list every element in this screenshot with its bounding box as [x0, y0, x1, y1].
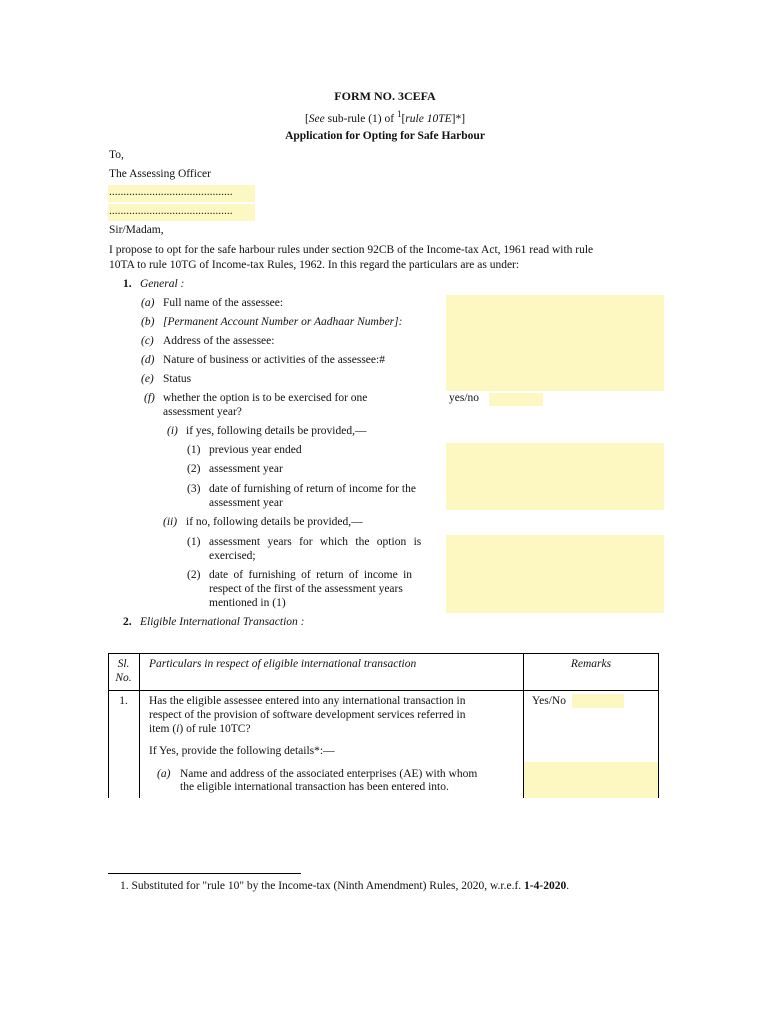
intro-line-1: I propose to opt for the safe harbour rules under section 92CB of the Income-tax Act, 1961 read with rule: [109, 244, 594, 256]
item-f-label: (f): [144, 392, 155, 404]
item-ii1-text-2: exercised;: [209, 550, 256, 562]
item-c-text: Address of the assessee:: [163, 335, 275, 347]
item-d-text: Nature of business or activities of the assessee:#: [163, 354, 385, 366]
item-c-label: (c): [141, 335, 154, 347]
if-no-fields[interactable]: [446, 535, 664, 613]
section-2-title: Eligible International Transaction :: [140, 616, 305, 628]
item-e-label: (e): [141, 373, 154, 385]
item-a-label: (a): [141, 297, 155, 309]
item-i1-text: previous year ended: [209, 444, 302, 456]
form-subrule: [See sub-rule (1) of $^1$[rule 10TE]*]: [304, 109, 466, 125]
footnote-rule: [108, 873, 301, 874]
item-i-label: (i): [167, 425, 178, 437]
dots-1: ...........................................: [109, 186, 233, 198]
row-1-if-yes: If Yes, provide the following details*:—: [149, 745, 335, 757]
form-title: FORM NO. 3CEFA: [334, 89, 436, 103]
item-ii2-text-3: mentioned in (1): [209, 597, 286, 609]
item-b-text: [Permanent Account Number or Aadhaar Number]:: [163, 316, 403, 328]
item-ii2-text-1: date of furnishing of return of income in: [209, 569, 413, 581]
row-1-line-1: Has the eligible assessee entered into any international transaction in: [149, 695, 466, 707]
item-i1-label: (1): [187, 444, 201, 456]
footnote-text: 1. Substituted for "rule 10" by the Income-tax (Ninth Amendment) Rules, 2020, w.r.e.f. 1-4-2020.: [120, 880, 570, 892]
item-f-text-2: assessment year?: [163, 406, 242, 418]
item-i2-label: (2): [187, 463, 201, 475]
item-d-label: (d): [141, 354, 155, 366]
row-1-answer-label: Yes/No: [532, 695, 566, 707]
header-sl-1: Sl.: [117, 658, 130, 670]
row-1-yes-no-field[interactable]: [572, 694, 624, 708]
item-ii1-text-1: assessment years for which the option is: [209, 536, 422, 548]
item-i2-text: assessment year: [209, 463, 283, 475]
item-e-text: Status: [163, 373, 192, 385]
row-1a-line-2: the eligible international transaction has been entered into.: [180, 781, 449, 793]
dots-2: ...........................................: [109, 205, 233, 217]
item-f-text-1: whether the option is to be exercised for one: [163, 392, 368, 404]
section-1-title: General :: [140, 278, 185, 290]
item-i3-label: (3): [187, 483, 201, 495]
item-i-text: if yes, following details be provided,—: [186, 425, 367, 437]
header-remarks: Remarks: [570, 658, 612, 670]
section-2-number: 2.: [123, 616, 132, 628]
item-ii-text: if no, following details be provided,—: [186, 516, 363, 528]
salutation: Sir/Madam,: [109, 224, 164, 236]
section-1-number: 1.: [123, 278, 132, 290]
row-1-sl: 1.: [119, 695, 128, 707]
one-year-yes-no-field[interactable]: [489, 393, 543, 406]
row-1a-label: (a): [157, 768, 171, 780]
row-1-line-2: respect of the provision of software development services referred in: [149, 709, 466, 721]
item-ii-label: (ii): [163, 516, 178, 528]
officer-label: The Assessing Officer: [109, 168, 211, 180]
if-yes-fields[interactable]: [446, 443, 664, 510]
item-a-text: Full name of the assessee:: [163, 297, 284, 309]
item-ii1-label: (1): [187, 536, 201, 548]
header-sl-2: No.: [115, 672, 132, 684]
item-ii2-text-2: respect of the first of the assessment years: [209, 583, 403, 595]
item-b-label: (b): [141, 316, 155, 328]
row-1a-remarks-field[interactable]: [524, 762, 658, 798]
general-fields[interactable]: [446, 295, 664, 391]
header-particulars: Particulars in respect of eligible international transaction: [149, 658, 417, 670]
row-1a-line-1: Name and address of the associated enterprises (AE) with whom: [180, 768, 478, 780]
item-ii2-label: (2): [187, 569, 201, 581]
row-1-line-3: item (i) of rule 10TC?: [149, 723, 251, 735]
form-heading: Application for Opting for Safe Harbour: [285, 130, 485, 142]
intro-line-2: 10TA to rule 10TG of Income-tax Rules, 1962. In this regard the particulars are as under:: [109, 259, 520, 271]
to-label: To,: [109, 149, 124, 161]
item-i3-text-2: assessment year: [209, 497, 283, 509]
item-i3-text-1: date of furnishing of return of income for the: [209, 483, 416, 495]
item-f-answer: yes/no: [449, 392, 480, 404]
